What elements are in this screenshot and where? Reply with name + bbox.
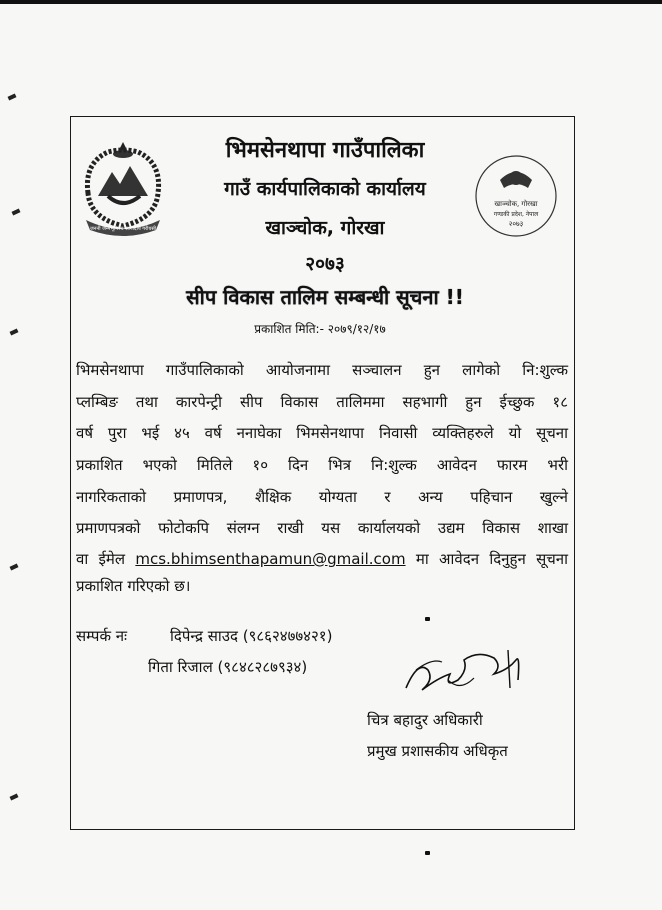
office-seal-icon (470, 150, 562, 242)
body-line-7 (76, 550, 568, 568)
email-link[interactable]: mcs.bhimsenthapamun@gmail.com (135, 550, 406, 568)
body-line-5: नागरिकताको प्रमाणपत्र, शैक्षिक योग्यता र अन्य पहिचान खुल्ने (76, 488, 568, 506)
contact-label: सम्पर्क नः (76, 627, 128, 645)
body-line-8: प्रकाशित गरिएको छ। (76, 577, 191, 595)
email-suffix: मा आवेदन दिनुहुन सूचना (405, 550, 568, 568)
scan-mark (10, 793, 19, 800)
seal-inner-1: खाञ्चोक, गोरखा (494, 200, 538, 208)
seal-inner-2: गण्डकी प्रदेश, नेपाल (493, 211, 539, 218)
contact-person-1: दिपेन्द्र साउद (९८६२४७७४२१) (170, 627, 333, 645)
scan-mark (8, 93, 17, 100)
signatory-name: चित्र बहादुर अधिकारी (367, 711, 483, 729)
notice-title: सीप विकास तालिम सम्बन्धी सूचना !! (186, 285, 464, 309)
body-line-6: प्रमाणपत्रको फोटोकपि संलग्न राखी यस कार्यालयको उद्यम विकास शाखा (76, 519, 568, 537)
office-name: भिमसेनथापा गाउँपालिका (225, 138, 425, 163)
scan-dot (425, 617, 430, 621)
scan-mark (10, 328, 19, 335)
body-line-1: भिमसेनथापा गाउँपालिकाको आयोजनामा सञ्चालन हुन लागेको नि:शुल्क (76, 361, 568, 379)
contact-person-2: गिता रिजाल (९८४८२८७९३४) (148, 658, 308, 676)
scan-dot (425, 851, 430, 855)
signatory-title: प्रमुख प्रशासकीय अधिकृत (367, 742, 508, 760)
office-subtitle: गाउँ कार्यपालिकाको कार्यालय (224, 178, 426, 200)
emblem-motto: जननी जन्मभूमिश्च स्वर्गादपि गरीयसी (89, 226, 157, 232)
seal-inner-3: २०७३ (508, 220, 524, 228)
office-location: खाञ्चोक, गोरखा (265, 217, 385, 239)
office-year: २०७३ (305, 253, 345, 275)
body-line-3: वर्ष पुरा भई ४५ वर्ष ननाघेका भिमसेनथापा निवासी व्यक्तिहरुले यो सूचना (76, 424, 568, 442)
nepal-emblem-icon (78, 138, 168, 238)
email-prefix: वा ईमेल (76, 550, 136, 568)
body-line-4: प्रकाशित भएको मितिले १० दिन भित्र नि:शुल्क आवेदन फारम भरी (76, 456, 568, 474)
scan-mark (10, 563, 19, 570)
scan-top-edge (0, 0, 662, 4)
body-line-2: प्लम्बिङ तथा कारपेन्ट्री सीप विकास तालिममा सहभागी हुन ईच्छुक १८ (76, 393, 568, 411)
signature-icon (398, 640, 538, 710)
published-date: प्रकाशित मिति:- २०७९/१२/१७ (254, 322, 386, 336)
scan-mark (12, 208, 21, 215)
